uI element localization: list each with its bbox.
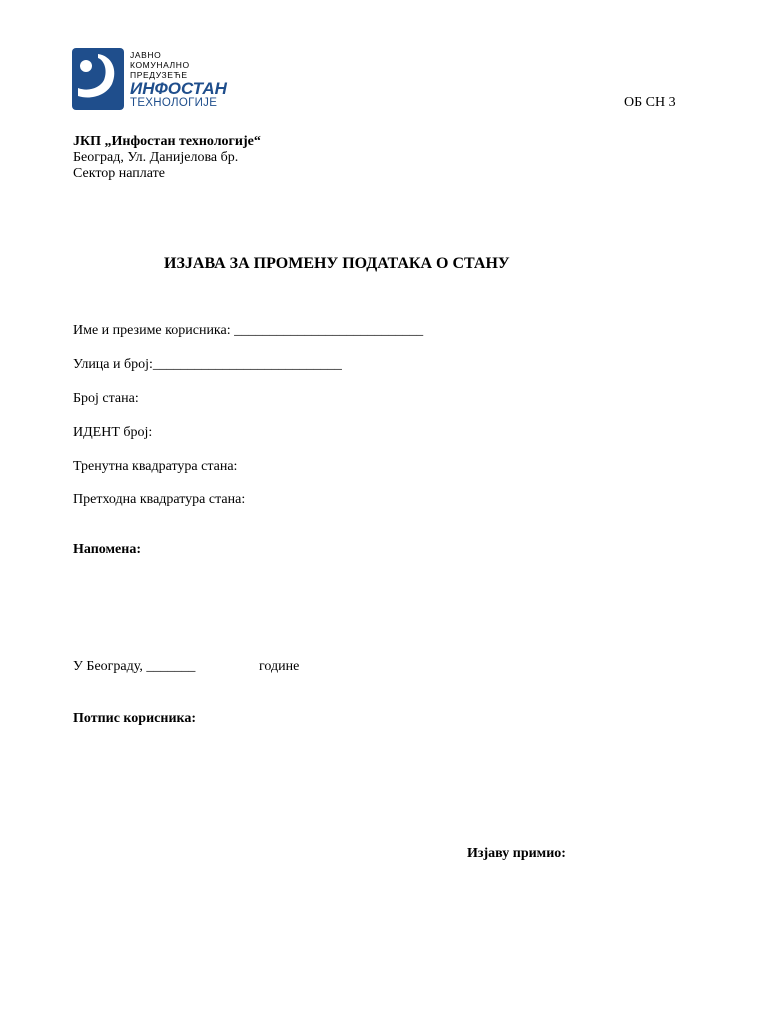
field-user-name: Име и презиме корисника: ___________________________ [73,323,424,338]
company-logo [72,48,232,112]
organization-name: ЈКП „Инфостан технологије“ [73,134,261,149]
logo-text-communal: КОМУНАЛНО [130,60,190,70]
logo-text-enterprise: ПРЕДУЗЕЋЕ [130,70,188,80]
field-apartment-number: Број стана: [73,391,139,406]
organization-address: Београд, Ул. Данијелова бр. [73,150,239,165]
logo-text-public: ЈАВНО [130,50,162,60]
field-current-area: Тренутна квадратура стана: [73,459,238,474]
signature-label: Потпис корисника: [73,711,197,726]
field-previous-area: Претходна квадратура стана: [73,492,246,507]
logo-mark-icon [72,48,124,110]
logo-text-name: ИНФОСТАН [130,79,227,98]
form-code: ОБ СН 3 [624,95,676,110]
place-date: У Београду, _______ [73,659,196,674]
document-title: ИЗЈАВА ЗА ПРОМЕНУ ПОДАТАКА О СТАНУ [164,255,510,272]
received-by-label: Изјаву примио: [467,846,566,861]
field-street: Улица и број:___________________________ [73,357,342,372]
organization-sector: Сектор наплате [73,166,165,181]
field-ident-number: ИДЕНТ број: [73,425,153,440]
year-label: године [259,659,300,674]
note-label: Напомена: [73,542,141,557]
logo-text-sub: ТЕХНОЛОГИЈЕ [130,97,218,109]
